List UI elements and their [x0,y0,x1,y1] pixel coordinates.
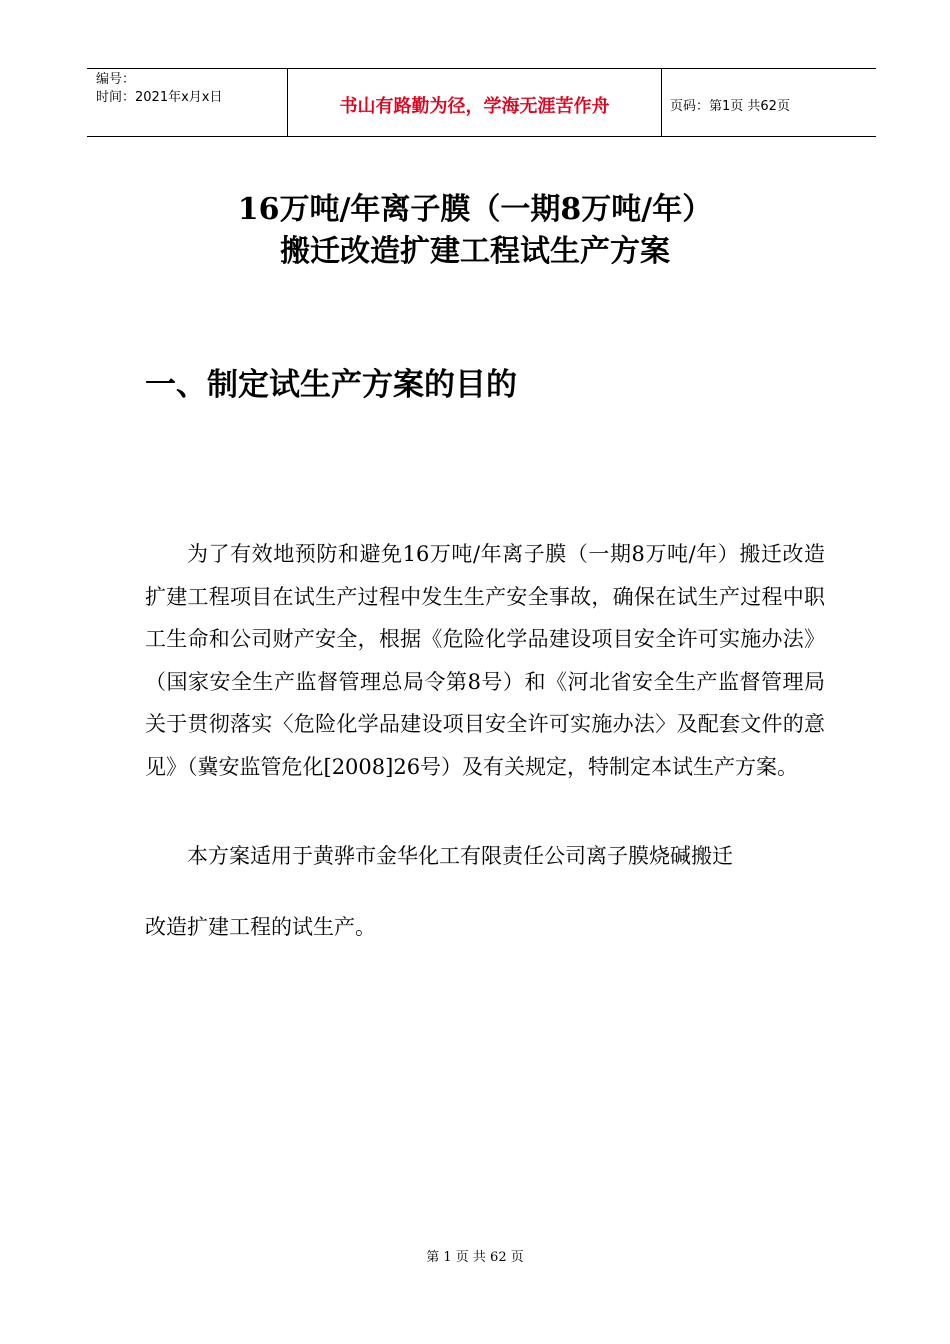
header-motto: 书山有路勤为径，学海无涯苦作舟 [339,95,610,117]
header-meta-cell [87,69,288,136]
body-paragraph-3: 改造扩建工程的试生产。 [145,915,376,939]
document-number-label: 编号： [96,72,136,87]
body-paragraph-1: 为了有效地预防和避免16万吨/年离子膜（一期8万吨/年）搬迁改造扩建工程项目在试生产过程中发生生产安全事故，确保在试生产过程中职工生命和公司财产安全，根据《危险化学品建设项目安全许可实施办法》（国家安全生产监督管理总局令第8号）和《河北省安全生产监督管理局关于贯彻落实〈危险化学品建设项目安全许可实施办法〉及配套文件的意见》（冀安监管危化[2008]26号）及有关规定，特制定本试生产方案。 [145,542,825,779]
header-motto-cell [288,69,662,136]
document-title-line-1: 16万吨/年离子膜（一期8万吨/年） [237,192,713,227]
section-heading: 一、制定试生产方案的目的 [145,367,517,403]
page-footer: 第 1 页 共 62 页 [426,1250,524,1265]
page-header [87,68,876,137]
document-time-label: 时间：2021年x月x日 [96,90,223,105]
header-page-cell [662,69,876,136]
header-page-info: 页码：第1页 共62页 [670,99,790,114]
body-paragraph-2: 本方案适用于黄骅市金华化工有限责任公司离子膜烧碱搬迁 [187,844,733,868]
document-title-line-2: 搬迁改造扩建工程试生产方案 [280,234,670,269]
